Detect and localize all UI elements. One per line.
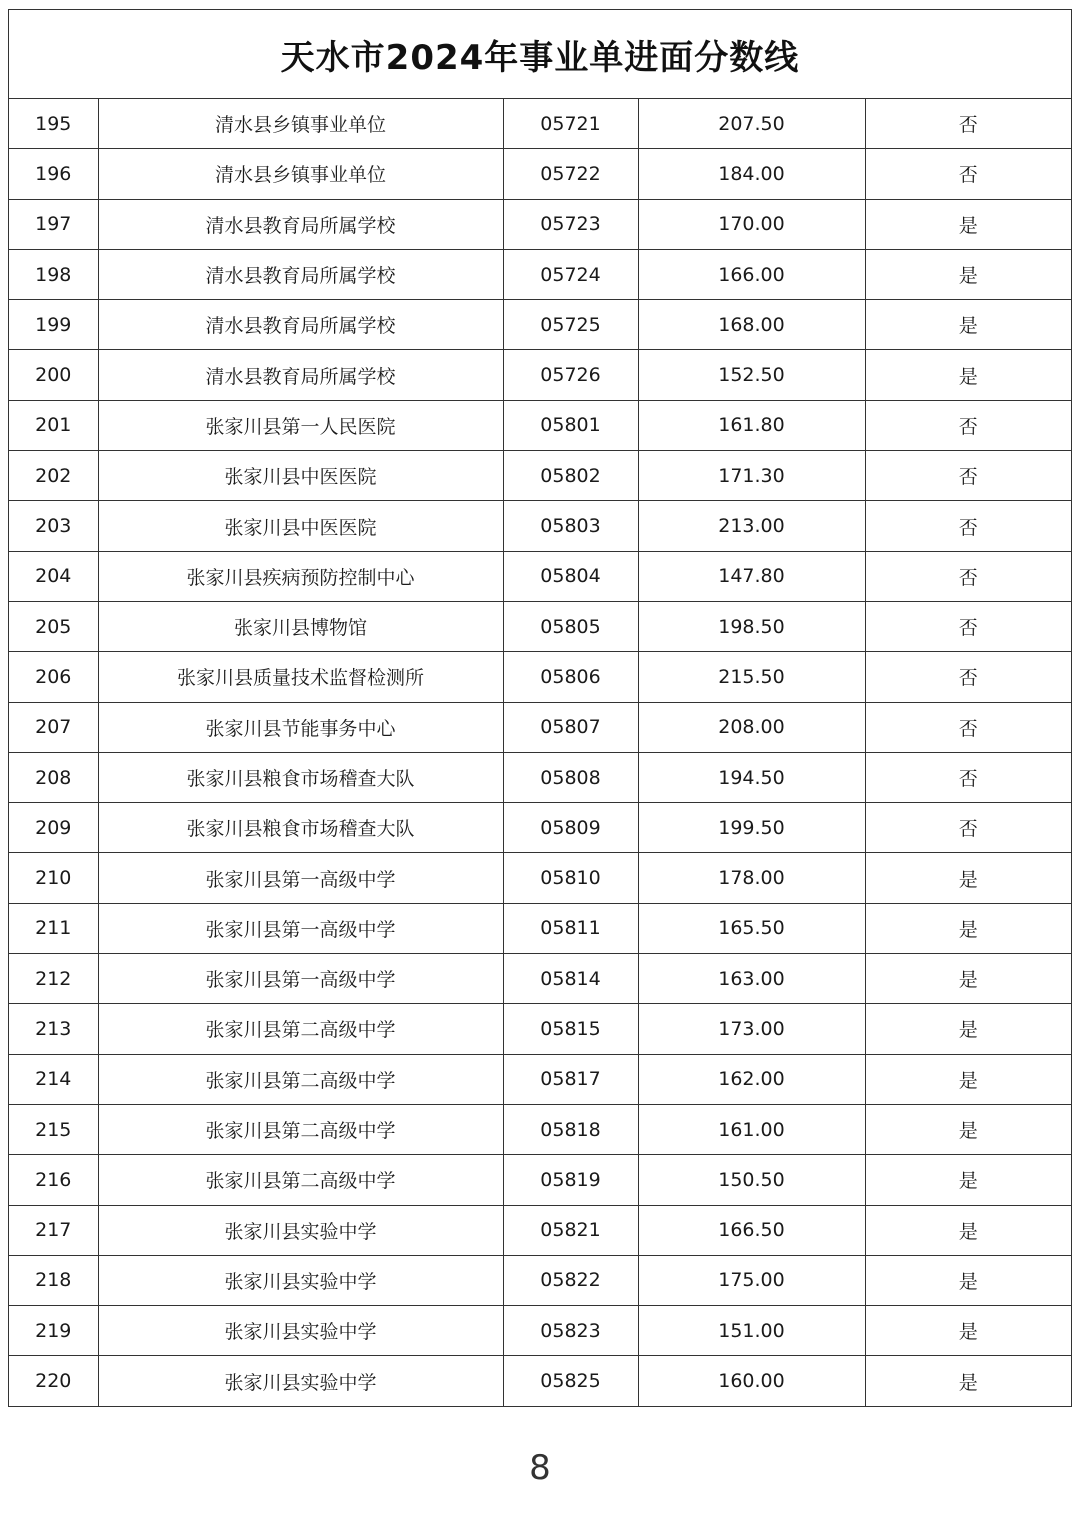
unit-name-cell: 张家川县博物馆 bbox=[98, 601, 503, 651]
row-number-cell: 210 bbox=[9, 853, 98, 903]
row-number-cell: 211 bbox=[9, 903, 98, 953]
position-code-cell: 05814 bbox=[503, 954, 638, 1004]
table-row bbox=[9, 1004, 1071, 1054]
flag-cell: 是 bbox=[865, 1155, 1071, 1205]
table-row bbox=[9, 803, 1071, 853]
position-code-cell: 05817 bbox=[503, 1054, 638, 1104]
flag-cell: 是 bbox=[865, 350, 1071, 400]
unit-name-cell: 张家川县实验中学 bbox=[98, 1356, 503, 1406]
page-number: 8 bbox=[529, 1448, 551, 1488]
position-code-cell: 05810 bbox=[503, 853, 638, 903]
cutoff-score-cell: 163.00 bbox=[638, 954, 865, 1004]
cutoff-score-cell: 152.50 bbox=[638, 350, 865, 400]
row-number-cell: 219 bbox=[9, 1306, 98, 1356]
position-code-cell: 05802 bbox=[503, 451, 638, 501]
cutoff-score-cell: 173.00 bbox=[638, 1004, 865, 1054]
row-number-cell: 200 bbox=[9, 350, 98, 400]
unit-name-cell: 张家川县第二高级中学 bbox=[98, 1155, 503, 1205]
position-code-cell: 05804 bbox=[503, 551, 638, 601]
cutoff-score-cell: 207.50 bbox=[638, 99, 865, 149]
unit-name-cell: 清水县教育局所属学校 bbox=[98, 199, 503, 249]
flag-cell: 否 bbox=[865, 400, 1071, 450]
table-row bbox=[9, 652, 1071, 702]
cutoff-score-cell: 175.00 bbox=[638, 1255, 865, 1305]
table-row bbox=[9, 1356, 1071, 1406]
score-table bbox=[9, 99, 1071, 1406]
table-row bbox=[9, 99, 1071, 149]
flag-cell: 是 bbox=[865, 1104, 1071, 1154]
table-row bbox=[9, 1205, 1071, 1255]
unit-name-cell: 张家川县第二高级中学 bbox=[98, 1104, 503, 1154]
cutoff-score-cell: 166.00 bbox=[638, 249, 865, 299]
row-number-cell: 206 bbox=[9, 652, 98, 702]
row-number-cell: 207 bbox=[9, 702, 98, 752]
position-code-cell: 05818 bbox=[503, 1104, 638, 1154]
table-row bbox=[9, 1255, 1071, 1305]
flag-cell: 是 bbox=[865, 1306, 1071, 1356]
unit-name-cell: 张家川县中医医院 bbox=[98, 501, 503, 551]
row-number-cell: 201 bbox=[9, 400, 98, 450]
cutoff-score-cell: 161.00 bbox=[638, 1104, 865, 1154]
score-table-sheet bbox=[8, 9, 1072, 1407]
position-code-cell: 05803 bbox=[503, 501, 638, 551]
position-code-cell: 05809 bbox=[503, 803, 638, 853]
flag-cell: 否 bbox=[865, 149, 1071, 199]
row-number-cell: 198 bbox=[9, 249, 98, 299]
cutoff-score-cell: 178.00 bbox=[638, 853, 865, 903]
cutoff-score-cell: 170.00 bbox=[638, 199, 865, 249]
cutoff-score-cell: 161.80 bbox=[638, 400, 865, 450]
table-title: 天水市2024年事业单进面分数线 bbox=[9, 10, 1071, 99]
table-row bbox=[9, 1104, 1071, 1154]
table-row bbox=[9, 350, 1071, 400]
flag-cell: 是 bbox=[865, 853, 1071, 903]
cutoff-score-cell: 194.50 bbox=[638, 752, 865, 802]
flag-cell: 是 bbox=[865, 903, 1071, 953]
cutoff-score-cell: 213.00 bbox=[638, 501, 865, 551]
flag-cell: 是 bbox=[958, 1371, 978, 1394]
unit-name-cell: 清水县乡镇事业单位 bbox=[98, 99, 503, 149]
unit-name-cell: 张家川县第一高级中学 bbox=[98, 903, 503, 953]
cutoff-score-cell: 171.30 bbox=[638, 451, 865, 501]
unit-name-cell: 张家川县第二高级中学 bbox=[98, 1004, 503, 1054]
table-row bbox=[9, 853, 1071, 903]
position-code-cell: 05724 bbox=[503, 249, 638, 299]
position-code-cell: 05725 bbox=[503, 300, 638, 350]
position-code-cell: 05805 bbox=[503, 601, 638, 651]
table-row bbox=[9, 400, 1071, 450]
unit-name-cell: 张家川县第一人民医院 bbox=[98, 400, 503, 450]
cutoff-score-cell: 215.50 bbox=[638, 652, 865, 702]
position-code-cell: 05806 bbox=[503, 652, 638, 702]
unit-name-cell: 张家川县疾病预防控制中心 bbox=[98, 551, 503, 601]
row-number-cell: 209 bbox=[9, 803, 98, 853]
unit-name-cell: 清水县教育局所属学校 bbox=[98, 249, 503, 299]
unit-name-cell: 张家川县第一高级中学 bbox=[98, 954, 503, 1004]
flag-cell: 是 bbox=[865, 300, 1071, 350]
table-row bbox=[9, 1054, 1071, 1104]
cutoff-score-cell: 162.00 bbox=[638, 1054, 865, 1104]
position-code-cell: 05808 bbox=[503, 752, 638, 802]
row-number-cell: 215 bbox=[9, 1104, 98, 1154]
unit-name-cell: 清水县教育局所属学校 bbox=[98, 350, 503, 400]
cutoff-score-cell: 151.00 bbox=[638, 1306, 865, 1356]
cutoff-score-cell: 198.50 bbox=[638, 601, 865, 651]
row-number-cell: 212 bbox=[9, 954, 98, 1004]
flag-cell: 否 bbox=[865, 501, 1071, 551]
position-code-cell: 05825 bbox=[503, 1356, 638, 1406]
position-code-cell: 05815 bbox=[503, 1004, 638, 1054]
cutoff-score-cell: 160.00 bbox=[638, 1356, 865, 1406]
position-code-cell: 05726 bbox=[503, 350, 638, 400]
row-number-cell: 197 bbox=[9, 199, 98, 249]
unit-name-cell: 清水县乡镇事业单位 bbox=[98, 149, 503, 199]
unit-name-cell: 张家川县中医医院 bbox=[98, 451, 503, 501]
row-number-cell: 208 bbox=[9, 752, 98, 802]
cutoff-score-cell: 168.00 bbox=[638, 300, 865, 350]
flag-cell: 是 bbox=[865, 199, 1071, 249]
cutoff-score-cell: 166.50 bbox=[638, 1205, 865, 1255]
flag-cell: 否 bbox=[865, 99, 1071, 149]
row-number-cell: 218 bbox=[9, 1255, 98, 1305]
position-code-cell: 05722 bbox=[503, 149, 638, 199]
table-row bbox=[9, 149, 1071, 199]
table-row bbox=[9, 601, 1071, 651]
flag-cell: 是 bbox=[865, 1205, 1071, 1255]
position-code-cell: 05721 bbox=[503, 99, 638, 149]
row-number-cell: 199 bbox=[9, 300, 98, 350]
table-row bbox=[9, 300, 1071, 350]
row-number-cell: 220 bbox=[9, 1356, 98, 1406]
row-number-cell: 216 bbox=[9, 1155, 98, 1205]
position-code-cell: 05819 bbox=[503, 1155, 638, 1205]
row-number-cell: 195 bbox=[9, 99, 98, 149]
unit-name-cell: 张家川县第二高级中学 bbox=[98, 1054, 503, 1104]
position-code-cell: 05801 bbox=[503, 400, 638, 450]
flag-cell: 是 bbox=[865, 249, 1071, 299]
flag-cell: 否 bbox=[865, 652, 1071, 702]
row-number-cell: 196 bbox=[9, 149, 98, 199]
table-row bbox=[9, 1306, 1071, 1356]
table-row bbox=[9, 501, 1071, 551]
flag-cell: 是 bbox=[865, 1054, 1071, 1104]
row-number-cell: 202 bbox=[9, 451, 98, 501]
row-number-cell: 203 bbox=[9, 501, 98, 551]
unit-name-cell: 张家川县粮食市场稽查大队 bbox=[98, 752, 503, 802]
position-code-cell: 05821 bbox=[503, 1205, 638, 1255]
row-number-cell: 217 bbox=[9, 1205, 98, 1255]
table-row bbox=[9, 249, 1071, 299]
cutoff-score-cell: 199.50 bbox=[638, 803, 865, 853]
flag-cell: 否 bbox=[865, 702, 1071, 752]
flag-cell: 否 bbox=[865, 752, 1071, 802]
flag-cell: 是 bbox=[865, 954, 1071, 1004]
unit-name-cell: 张家川县节能事务中心 bbox=[98, 702, 503, 752]
cutoff-score-cell: 147.80 bbox=[638, 551, 865, 601]
table-row bbox=[9, 551, 1071, 601]
row-number-cell: 205 bbox=[9, 601, 98, 651]
table-row bbox=[9, 903, 1071, 953]
table-row bbox=[9, 752, 1071, 802]
unit-name-cell: 张家川县实验中学 bbox=[98, 1205, 503, 1255]
flag-cell: 否 bbox=[865, 451, 1071, 501]
table-body bbox=[9, 99, 1071, 1406]
unit-name-cell: 张家川县质量技术监督检测所 bbox=[98, 652, 503, 702]
cutoff-score-cell: 150.50 bbox=[638, 1155, 865, 1205]
position-code-cell: 05811 bbox=[503, 903, 638, 953]
unit-name-cell: 张家川县实验中学 bbox=[98, 1255, 503, 1305]
flag-cell: 是 bbox=[865, 1255, 1071, 1305]
table-row bbox=[9, 199, 1071, 249]
flag-cell: 否 bbox=[865, 803, 1071, 853]
table-row bbox=[9, 954, 1071, 1004]
cutoff-score-cell: 184.00 bbox=[638, 149, 865, 199]
position-code-cell: 05823 bbox=[503, 1306, 638, 1356]
table-row bbox=[9, 1155, 1071, 1205]
unit-name-cell: 清水县教育局所属学校 bbox=[98, 300, 503, 350]
flag-cell: 否 bbox=[865, 601, 1071, 651]
cutoff-score-cell: 208.00 bbox=[638, 702, 865, 752]
position-code-cell: 05807 bbox=[503, 702, 638, 752]
unit-name-cell: 张家川县实验中学 bbox=[98, 1306, 503, 1356]
flag-cell: 是 bbox=[865, 1004, 1071, 1054]
cutoff-score-cell: 165.50 bbox=[638, 903, 865, 953]
unit-name-cell: 张家川县第一高级中学 bbox=[98, 853, 503, 903]
row-number-cell: 204 bbox=[9, 551, 98, 601]
table-row bbox=[9, 451, 1071, 501]
position-code-cell: 05723 bbox=[503, 199, 638, 249]
unit-name-cell: 张家川县粮食市场稽查大队 bbox=[98, 803, 503, 853]
table-row bbox=[9, 702, 1071, 752]
position-code-cell: 05822 bbox=[503, 1255, 638, 1305]
row-number-cell: 214 bbox=[9, 1054, 98, 1104]
flag-cell: 否 bbox=[865, 551, 1071, 601]
row-number-cell: 213 bbox=[9, 1004, 98, 1054]
